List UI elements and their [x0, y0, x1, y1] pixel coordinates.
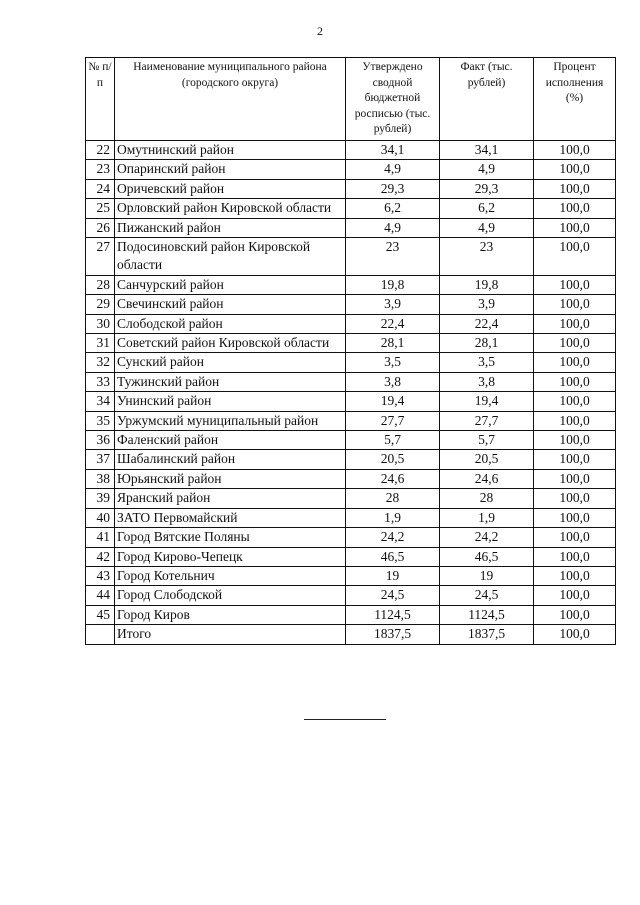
execution-percent: 100,0	[534, 295, 616, 314]
actual-amount: 1837,5	[440, 625, 534, 644]
table-row	[86, 566, 616, 585]
row-number: 24	[86, 179, 115, 198]
approved-amount: 24,6	[346, 469, 440, 488]
total-row	[86, 625, 616, 644]
row-number: 37	[86, 450, 115, 469]
execution-percent: 100,0	[534, 160, 616, 179]
row-number: 35	[86, 411, 115, 430]
execution-percent: 100,0	[534, 508, 616, 527]
district-name: Город Кирово-Чепецк	[115, 547, 346, 566]
actual-amount: 1124,5	[440, 605, 534, 624]
row-number: 40	[86, 508, 115, 527]
table-row	[86, 238, 616, 276]
district-name: Юрьянский район	[115, 469, 346, 488]
district-name: Яранский район	[115, 489, 346, 508]
approved-amount: 28,1	[346, 334, 440, 353]
actual-amount: 24,6	[440, 469, 534, 488]
row-number: 41	[86, 528, 115, 547]
execution-percent: 100,0	[534, 334, 616, 353]
approved-amount: 3,9	[346, 295, 440, 314]
actual-amount: 4,9	[440, 218, 534, 237]
approved-amount: 4,9	[346, 160, 440, 179]
table-row	[86, 353, 616, 372]
district-name: Город Котельнич	[115, 566, 346, 585]
actual-amount: 19,8	[440, 275, 534, 294]
approved-amount: 5,7	[346, 431, 440, 450]
approved-amount: 6,2	[346, 199, 440, 218]
execution-percent: 100,0	[534, 528, 616, 547]
district-name: Опаринский район	[115, 160, 346, 179]
table-row	[86, 275, 616, 294]
district-name: Город Слободской	[115, 586, 346, 605]
actual-amount: 22,4	[440, 314, 534, 333]
row-number: 33	[86, 372, 115, 391]
actual-amount: 3,8	[440, 372, 534, 391]
approved-amount: 46,5	[346, 547, 440, 566]
execution-percent: 100,0	[534, 625, 616, 644]
execution-percent: 100,0	[534, 411, 616, 430]
header-number: № п/п	[86, 58, 115, 141]
district-name: Омутнинский район	[115, 140, 346, 159]
row-number: 25	[86, 199, 115, 218]
table-row	[86, 140, 616, 159]
execution-percent: 100,0	[534, 489, 616, 508]
header-percent: Процент исполнения (%)	[534, 58, 616, 141]
approved-amount: 1,9	[346, 508, 440, 527]
approved-amount: 28	[346, 489, 440, 508]
district-name: Слободской район	[115, 314, 346, 333]
district-name: Советский район Кировской области	[115, 334, 346, 353]
row-number: 42	[86, 547, 115, 566]
execution-percent: 100,0	[534, 179, 616, 198]
approved-amount: 3,5	[346, 353, 440, 372]
actual-amount: 24,5	[440, 586, 534, 605]
approved-amount: 4,9	[346, 218, 440, 237]
table-row	[86, 469, 616, 488]
district-name: Пижанский район	[115, 218, 346, 237]
table-row	[86, 586, 616, 605]
actual-amount: 27,7	[440, 411, 534, 430]
execution-percent: 100,0	[534, 450, 616, 469]
district-name: Город Вятские Поляны	[115, 528, 346, 547]
end-divider-line	[304, 719, 386, 720]
table-row	[86, 411, 616, 430]
actual-amount: 28	[440, 489, 534, 508]
approved-amount: 34,1	[346, 140, 440, 159]
row-number: 22	[86, 140, 115, 159]
row-number: 23	[86, 160, 115, 179]
table-row	[86, 334, 616, 353]
budget-execution-table	[85, 57, 616, 645]
row-number: 30	[86, 314, 115, 333]
actual-amount: 19	[440, 566, 534, 585]
execution-percent: 100,0	[534, 353, 616, 372]
row-number: 29	[86, 295, 115, 314]
row-number: 32	[86, 353, 115, 372]
actual-amount: 3,9	[440, 295, 534, 314]
table-row	[86, 372, 616, 391]
district-name: Подосиновский район Кировской области	[115, 238, 346, 276]
approved-amount: 24,5	[346, 586, 440, 605]
actual-amount: 19,4	[440, 392, 534, 411]
approved-amount: 20,5	[346, 450, 440, 469]
approved-amount: 19,8	[346, 275, 440, 294]
row-number: 45	[86, 605, 115, 624]
table-body	[86, 140, 616, 644]
row-number: 31	[86, 334, 115, 353]
district-name: Шабалинский район	[115, 450, 346, 469]
actual-amount: 28,1	[440, 334, 534, 353]
execution-percent: 100,0	[534, 238, 616, 276]
table-header-row	[86, 58, 616, 141]
approved-amount: 29,3	[346, 179, 440, 198]
district-name: Свечинский район	[115, 295, 346, 314]
execution-percent: 100,0	[534, 275, 616, 294]
approved-amount: 1837,5	[346, 625, 440, 644]
execution-percent: 100,0	[534, 199, 616, 218]
page-number: 2	[317, 24, 323, 38]
district-name: Итого	[115, 625, 346, 644]
execution-percent: 100,0	[534, 566, 616, 585]
actual-amount: 5,7	[440, 431, 534, 450]
actual-amount: 34,1	[440, 140, 534, 159]
approved-amount: 22,4	[346, 314, 440, 333]
district-name: Санчурский район	[115, 275, 346, 294]
actual-amount: 6,2	[440, 199, 534, 218]
row-number: 43	[86, 566, 115, 585]
table-row	[86, 199, 616, 218]
district-name: Унинский район	[115, 392, 346, 411]
table-row	[86, 547, 616, 566]
actual-amount: 23	[440, 238, 534, 276]
actual-amount: 4,9	[440, 160, 534, 179]
table-row	[86, 295, 616, 314]
execution-percent: 100,0	[534, 218, 616, 237]
execution-percent: 100,0	[534, 140, 616, 159]
row-number: 26	[86, 218, 115, 237]
actual-amount: 3,5	[440, 353, 534, 372]
row-number: 34	[86, 392, 115, 411]
approved-amount: 24,2	[346, 528, 440, 547]
execution-percent: 100,0	[534, 392, 616, 411]
row-number	[86, 625, 115, 644]
row-number: 36	[86, 431, 115, 450]
approved-amount: 1124,5	[346, 605, 440, 624]
table-row	[86, 489, 616, 508]
district-name: Оричевский район	[115, 179, 346, 198]
table-row	[86, 605, 616, 624]
approved-amount: 27,7	[346, 411, 440, 430]
table-row	[86, 392, 616, 411]
district-name: Уржумский муниципальный район	[115, 411, 346, 430]
actual-amount: 1,9	[440, 508, 534, 527]
actual-amount: 29,3	[440, 179, 534, 198]
execution-percent: 100,0	[534, 314, 616, 333]
row-number: 28	[86, 275, 115, 294]
district-name: Город Киров	[115, 605, 346, 624]
row-number: 39	[86, 489, 115, 508]
execution-percent: 100,0	[534, 547, 616, 566]
table-row	[86, 508, 616, 527]
actual-amount: 24,2	[440, 528, 534, 547]
table-row	[86, 179, 616, 198]
execution-percent: 100,0	[534, 372, 616, 391]
district-name: Орловский район Кировской области	[115, 199, 346, 218]
table-row	[86, 431, 616, 450]
approved-amount: 23	[346, 238, 440, 276]
row-number: 44	[86, 586, 115, 605]
actual-amount: 20,5	[440, 450, 534, 469]
execution-percent: 100,0	[534, 431, 616, 450]
approved-amount: 19	[346, 566, 440, 585]
table-row	[86, 528, 616, 547]
approved-amount: 3,8	[346, 372, 440, 391]
table-row	[86, 450, 616, 469]
execution-percent: 100,0	[534, 469, 616, 488]
approved-amount: 19,4	[346, 392, 440, 411]
district-name: Тужинский район	[115, 372, 346, 391]
execution-percent: 100,0	[534, 605, 616, 624]
district-name: Фаленский район	[115, 431, 346, 450]
actual-amount: 46,5	[440, 547, 534, 566]
table-row	[86, 314, 616, 333]
header-approved: Утверждено сводной бюджетной росписью (тыс. рублей)	[346, 58, 440, 141]
row-number: 27	[86, 238, 115, 276]
district-name: ЗАТО Первомайский	[115, 508, 346, 527]
district-name: Сунский район	[115, 353, 346, 372]
table-row	[86, 218, 616, 237]
row-number: 38	[86, 469, 115, 488]
header-actual: Факт (тыс. рублей)	[440, 58, 534, 141]
execution-percent: 100,0	[534, 586, 616, 605]
header-district-name: Наименование муниципального района (городского округа)	[115, 58, 346, 141]
table-row	[86, 160, 616, 179]
